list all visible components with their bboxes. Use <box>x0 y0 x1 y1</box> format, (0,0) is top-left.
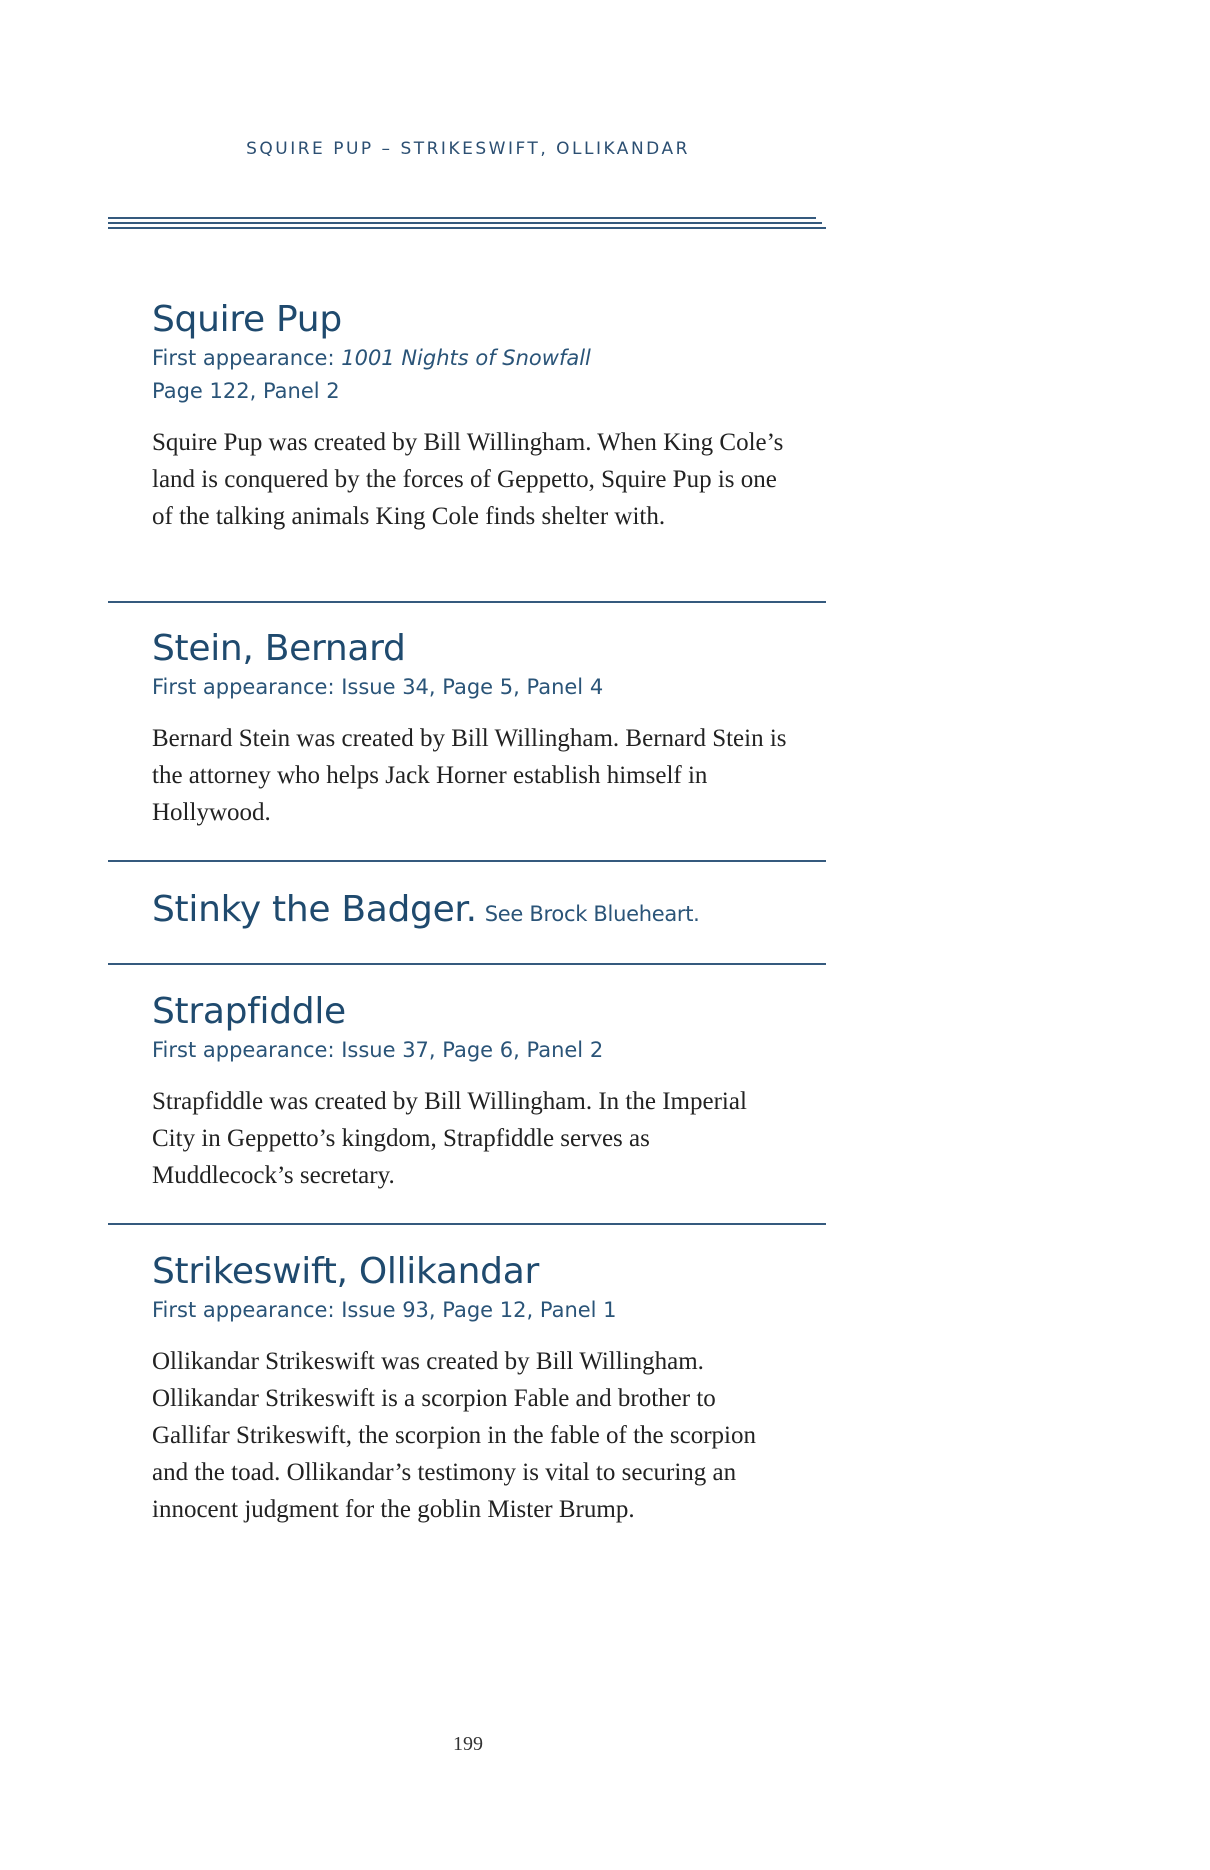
first-appearance-label: First appearance: <box>152 346 342 370</box>
entry-body: Squire Pup was created by Bill Willingham. When King Cole’s land is conquered by the forces of Geppetto, Squire Pup is one of the talking animals King Cole finds shelter with. <box>152 429 784 530</box>
entry-title: Strapfiddle <box>152 991 346 1032</box>
entry-strikeswift-ollikandar <box>152 1250 792 1528</box>
first-appearance: First appearance: Issue 34, Page 5, Panel 4 <box>152 675 604 699</box>
first-appearance <box>152 342 792 375</box>
header-rule <box>108 227 826 229</box>
entry-separator <box>108 860 826 862</box>
entry-stein-bernard <box>152 627 792 831</box>
page-panel: Page 122, Panel 2 <box>152 379 340 403</box>
entry-body: Ollikandar Strikeswift was created by Bill Willingham. Ollikandar Strikeswift is a scorpion Fable and brother to Gallifar Strikeswift, the scorpion in the fable of the scorpion and the toad. Ollikandar’s testimony is vital to securing an innocent judgment for the goblin Mister Brump. <box>152 1348 757 1523</box>
entry-body: Strapfiddle was created by Bill Willingham. In the Imperial City in Geppetto’s kingdom, Strapfiddle serves as Muddlecock’s secretary. <box>152 1088 747 1189</box>
entry-title: Stinky the Badger. <box>152 889 477 930</box>
entry-title-line <box>152 888 792 936</box>
entry-separator <box>108 963 826 965</box>
entry-title: Strikeswift, Ollikandar <box>152 1251 539 1292</box>
page-number: 199 <box>453 1733 483 1755</box>
entry-separator <box>108 1223 826 1225</box>
running-head: SQUIRE PUP – STRIKESWIFT, OLLIKANDAR <box>246 139 690 159</box>
see-reference: See Brock Blueheart. <box>484 902 700 926</box>
first-appearance: First appearance: Issue 93, Page 12, Panel 1 <box>152 1298 617 1322</box>
header-rule <box>108 222 822 224</box>
entry-squire-pup <box>152 298 792 535</box>
entry-title: Stein, Bernard <box>152 628 406 669</box>
entry-stinky-the-badger <box>152 888 792 936</box>
header-rule <box>108 217 816 219</box>
first-appearance: First appearance: Issue 37, Page 6, Panel 2 <box>152 1038 604 1062</box>
entry-strapfiddle <box>152 990 792 1194</box>
entry-body: Bernard Stein was created by Bill Willingham. Bernard Stein is the attorney who helps Jack Horner establish himself in Hollywood. <box>152 725 787 826</box>
entry-title: Squire Pup <box>152 299 342 340</box>
entry-separator <box>108 601 826 603</box>
first-appearance-source: 1001 Nights of Snowfall <box>341 346 591 370</box>
